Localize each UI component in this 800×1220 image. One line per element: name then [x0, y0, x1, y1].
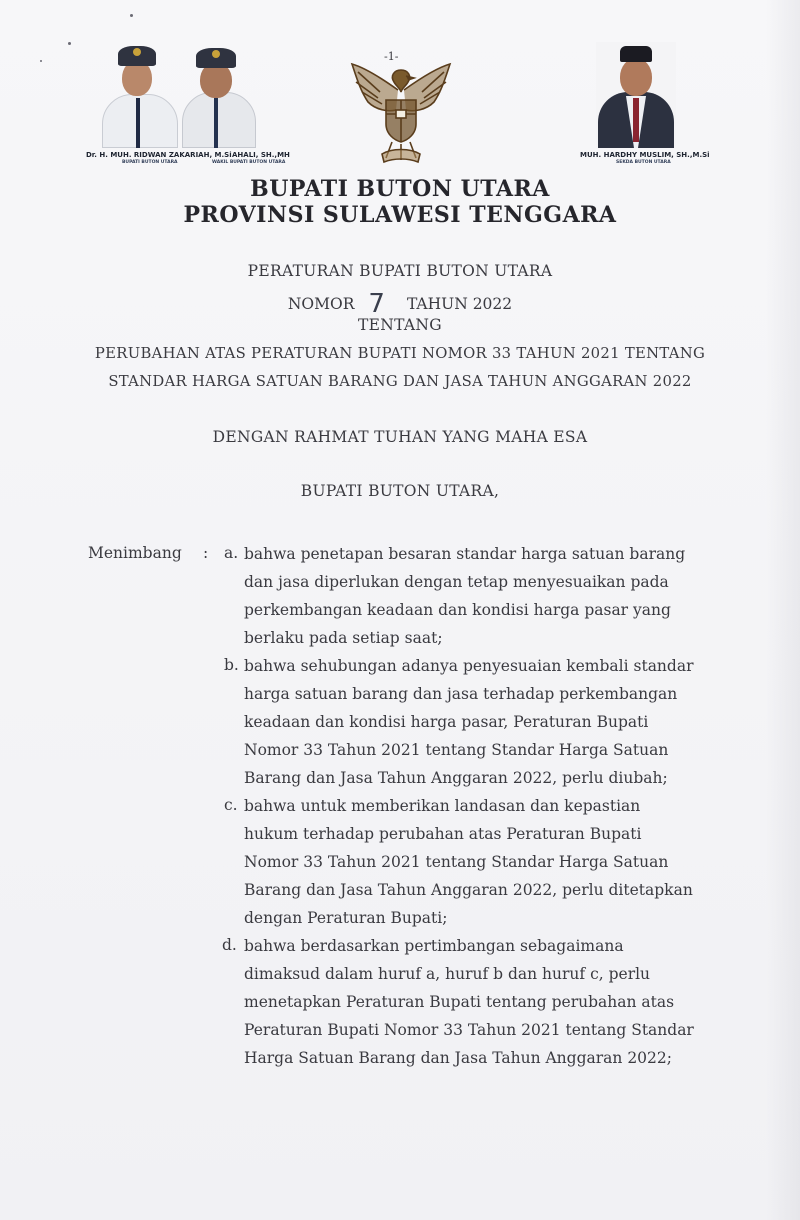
scan-speck	[68, 42, 71, 45]
bupati-name: Dr. H. MUH. RIDWAN ZAKARIAH, M.Si	[86, 151, 232, 159]
photo-bupati	[96, 40, 180, 148]
regulation-subject-line1: PERUBAHAN ATAS PERATURAN BUPATI NOMOR 33 TAHUN 2021 TENTANG	[94, 345, 706, 362]
item-line: Barang dan Jasa Tahun Anggaran 2022, perlu diubah;	[244, 769, 668, 787]
item-line: Barang dan Jasa Tahun Anggaran 2022, perlu ditetapkan	[244, 881, 693, 899]
regulation-heading: PERATURAN BUPATI BUTON UTARA	[247, 262, 553, 280]
item-line: dan jasa diperlukan dengan tetap menyesuaikan pada	[244, 573, 669, 591]
item-line: hukum terhadap perubahan atas Peraturan Bupati	[244, 825, 642, 843]
item-c-text	[244, 792, 698, 932]
regulation-number-row	[0, 286, 800, 319]
item-line: bahwa berdasarkan pertimbangan sebagaimana	[244, 937, 624, 955]
item-a-letter: a.	[224, 544, 239, 562]
wakil-bupati-name: AHALI, SH.,MH	[232, 151, 290, 159]
item-line: Peraturan Bupati Nomor 33 Tahun 2021 tentang Standar	[244, 1021, 694, 1039]
garuda-emblem-icon	[346, 50, 456, 168]
item-a-text	[244, 540, 698, 652]
nomor-label: NOMOR	[287, 295, 355, 313]
tentang-label: TENTANG	[358, 316, 442, 334]
item-d-letter: d.	[222, 936, 237, 954]
page-title-provinsi: PROVINSI SULAWESI TENGGARA	[183, 202, 617, 228]
item-b-letter: b.	[224, 656, 239, 674]
wakil-bupati-role: WAKIL BUPATI BUTON UTARA	[212, 160, 286, 165]
item-line: keadaan dan kondisi harga pasar, Peraturan Bupati	[244, 713, 649, 731]
item-c-letter: c.	[224, 796, 238, 814]
menimbang-label: Menimbang	[88, 544, 182, 562]
menimbang-colon: :	[203, 544, 209, 562]
item-line: menetapkan Peraturan Bupati tentang perubahan atas	[244, 993, 675, 1011]
item-line: berlaku pada setiap saat;	[244, 629, 443, 647]
page-number: -1-	[384, 50, 399, 63]
item-d-text	[244, 932, 698, 1072]
item-line: perkembangan keadaan dan kondisi harga pasar yang	[244, 601, 671, 619]
photo-wakil-bupati	[178, 40, 258, 148]
item-line: Nomor 33 Tahun 2021 tentang Standar Harga Satuan	[244, 853, 669, 871]
item-line: dimaksud dalam huruf a, huruf b dan huruf c, perlu	[244, 965, 651, 983]
item-line: Nomor 33 Tahun 2021 tentang Standar Harga Satuan	[244, 741, 669, 759]
item-line: bahwa untuk memberikan landasan dan kepastian	[244, 797, 641, 815]
sekda-name: MUH. HARDHY MUSLIM, SH.,M.Si	[580, 151, 710, 159]
bupati-role: BUPATI BUTON UTARA	[122, 160, 178, 165]
rahmat-line: DENGAN RAHMAT TUHAN YANG MAHA ESA	[212, 428, 588, 446]
item-line: dengan Peraturan Bupati;	[244, 909, 448, 927]
scan-speck	[40, 60, 42, 62]
photo-sekda	[596, 42, 676, 148]
page-title-bupati: BUPATI BUTON UTARA	[250, 176, 550, 202]
regulation-subject-line2: STANDAR HARGA SATUAN BARANG DAN JASA TAHUN ANGGARAN 2022	[108, 373, 692, 390]
bupati-line: BUPATI BUTON UTARA,	[300, 482, 500, 500]
tahun-label: TAHUN 2022	[406, 295, 513, 313]
item-line: bahwa penetapan besaran standar harga satuan barang	[244, 545, 686, 563]
item-b-text	[244, 652, 698, 792]
item-line: harga satuan barang dan jasa terhadap perkembangan	[244, 685, 678, 703]
item-line: bahwa sehubungan adanya penyesuaian kembali standar	[244, 657, 694, 675]
nomor-handwritten-value: 7	[368, 289, 385, 319]
sekda-role: SEKDA BUTON UTARA	[616, 160, 671, 165]
scan-speck	[130, 14, 133, 17]
item-line: Harga Satuan Barang dan Jasa Tahun Anggaran 2022;	[244, 1049, 672, 1067]
